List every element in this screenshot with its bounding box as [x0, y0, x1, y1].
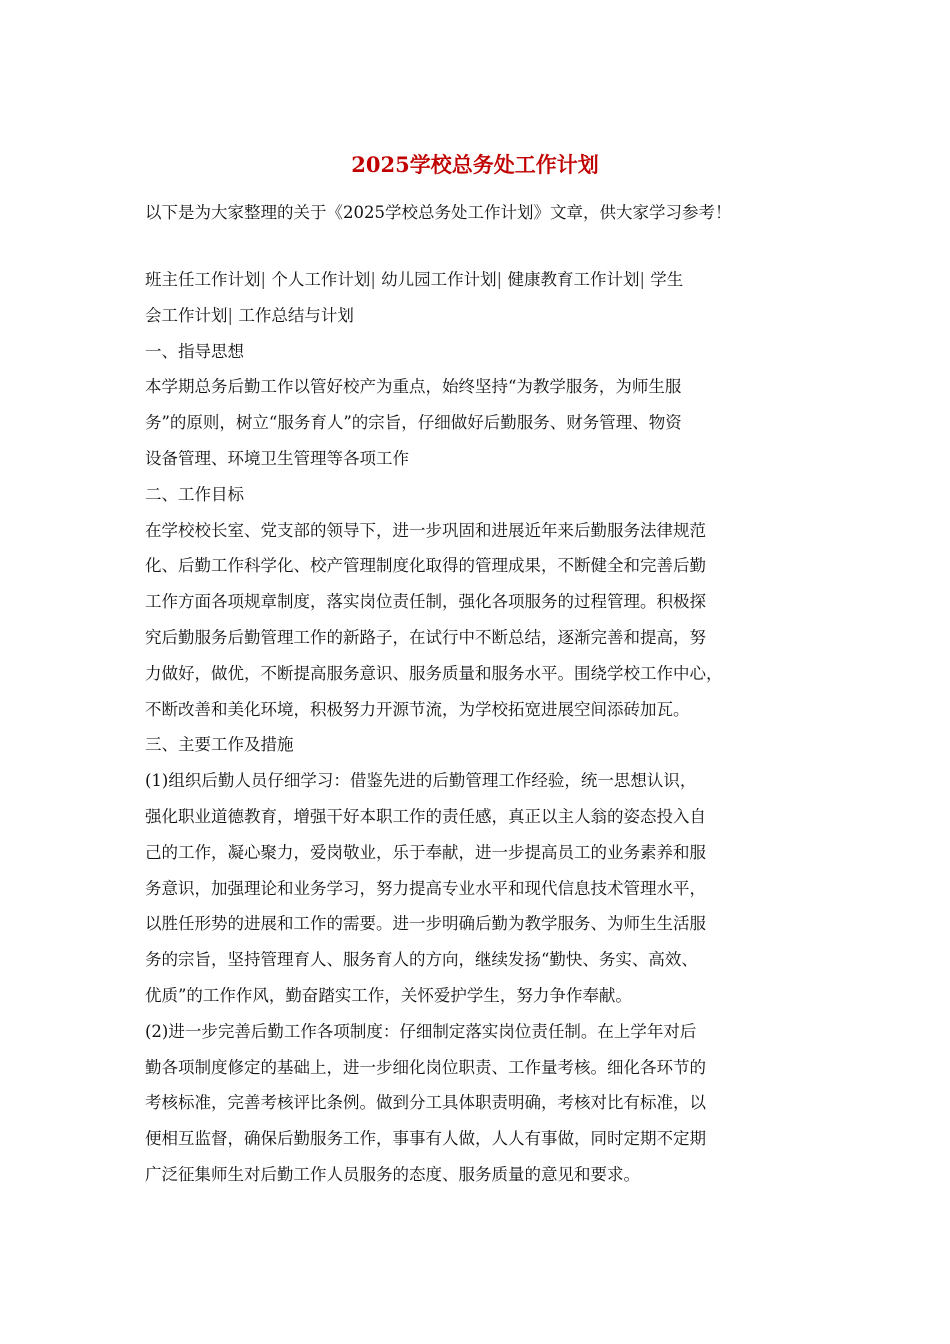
body-line: 考核标准，完善考核评比条例。做到分工具体职责明确，考核对比有标准，以 [145, 1093, 706, 1113]
body-line: 己的工作，凝心聚力，爱岗敬业，乐于奉献，进一步提高员工的业务素养和服 [145, 842, 706, 862]
body-line: 本学期总务后勤工作以管好校产为重点，始终坚持“为教学服务，为师生服 [145, 377, 682, 397]
link-work-summary-plan[interactable]: 工作总结与计划 [238, 305, 354, 325]
body-line: 以胜任形势的进展和工作的需要。进一步明确后勤为教学服务、为师生生活服 [145, 914, 706, 934]
intro-paragraph: 以下是为大家整理的关于《2025学校总务处工作计划》文章，供大家学习参考！ [145, 203, 732, 222]
body-line: 二、工作目标 [145, 484, 244, 504]
body-line: 广泛征集师生对后勤工作人员服务的态度、服务质量的意见和要求。 [145, 1164, 640, 1184]
body-line: 便相互监督，确保后勤服务工作，事事有人做，人人有事做，同时定期不定期 [145, 1129, 706, 1149]
body-line: 优质”的工作作风，勤奋踏实工作，关怀爱护学生，努力争作奉献。 [145, 985, 632, 1005]
link-separator: | [370, 270, 382, 289]
link-student-union-plan-part1[interactable]: 学生 [650, 270, 684, 289]
body-line: 勤各项制度修定的基础上，进一步细化岗位职责、工作量考核。细化各环节的 [145, 1057, 706, 1077]
document-title: 2025学校总务处工作计划 [351, 152, 599, 177]
body-line: 力做好，做优，不断提高服务意识、服务质量和服务水平。围绕学校工作中心， [145, 663, 723, 683]
body-line: 设备管理、环境卫生管理等各项工作 [145, 448, 409, 468]
link-head-teacher-plan[interactable]: 班主任工作计划 [145, 270, 261, 289]
link-kindergarten-plan[interactable]: 幼儿园工作计划 [381, 270, 497, 289]
link-health-education-plan[interactable]: 健康教育工作计划 [507, 270, 640, 289]
link-separator: | [227, 305, 239, 325]
body-line: (1)组织后勤人员仔细学习：借鉴先进的后勤管理工作经验，统一思想认识， [145, 771, 697, 791]
body-line: 强化职业道德教育，增强干好本职工作的责任感，真正以主人翁的姿态投入自 [145, 806, 706, 826]
link-separator: | [496, 270, 508, 289]
body-line: 化、后勤工作科学化、校产管理制度化取得的管理成果，不断健全和完善后勤 [145, 556, 706, 576]
document-body [145, 262, 810, 1193]
related-links-line-2 [145, 298, 810, 334]
link-personal-plan[interactable]: 个人工作计划 [271, 270, 371, 289]
body-line: 一、指导思想 [145, 341, 244, 361]
body-line: 究后勤服务后勤管理工作的新路子，在试行中不断总结，逐渐完善和提高，努 [145, 627, 706, 647]
body-line: 务意识，加强理论和业务学习，努力提高专业水平和现代信息技术管理水平， [145, 878, 706, 898]
body-line: 工作方面各项规章制度，落实岗位责任制，强化各项服务的过程管理。积极探 [145, 592, 706, 612]
link-separator: | [260, 270, 272, 289]
body-line: 务的宗旨，坚持管理育人、服务育人的方向，继续发扬“勤快、务实、高效、 [145, 950, 698, 970]
related-links-line-1 [145, 262, 810, 298]
body-line: 在学校校长室、党支部的领导下，进一步巩固和进展近年来后勤服务法律规范 [145, 520, 706, 540]
body-line: 三、主要工作及措施 [145, 735, 294, 755]
body-line: 不断改善和美化环境，积极努力开源节流，为学校拓宽进展空间添砖加瓦。 [145, 699, 690, 719]
link-student-union-plan-part2[interactable]: 会工作计划 [145, 305, 228, 325]
body-line: (2)进一步完善后勤工作各项制度：仔细制定落实岗位责任制。在上学年对后 [145, 1021, 697, 1041]
body-line: 务”的原则，树立“服务育人”的宗旨，仔细做好后勤服务、财务管理、物资 [145, 413, 682, 433]
body-text [145, 334, 810, 1193]
link-separator: | [639, 270, 651, 289]
